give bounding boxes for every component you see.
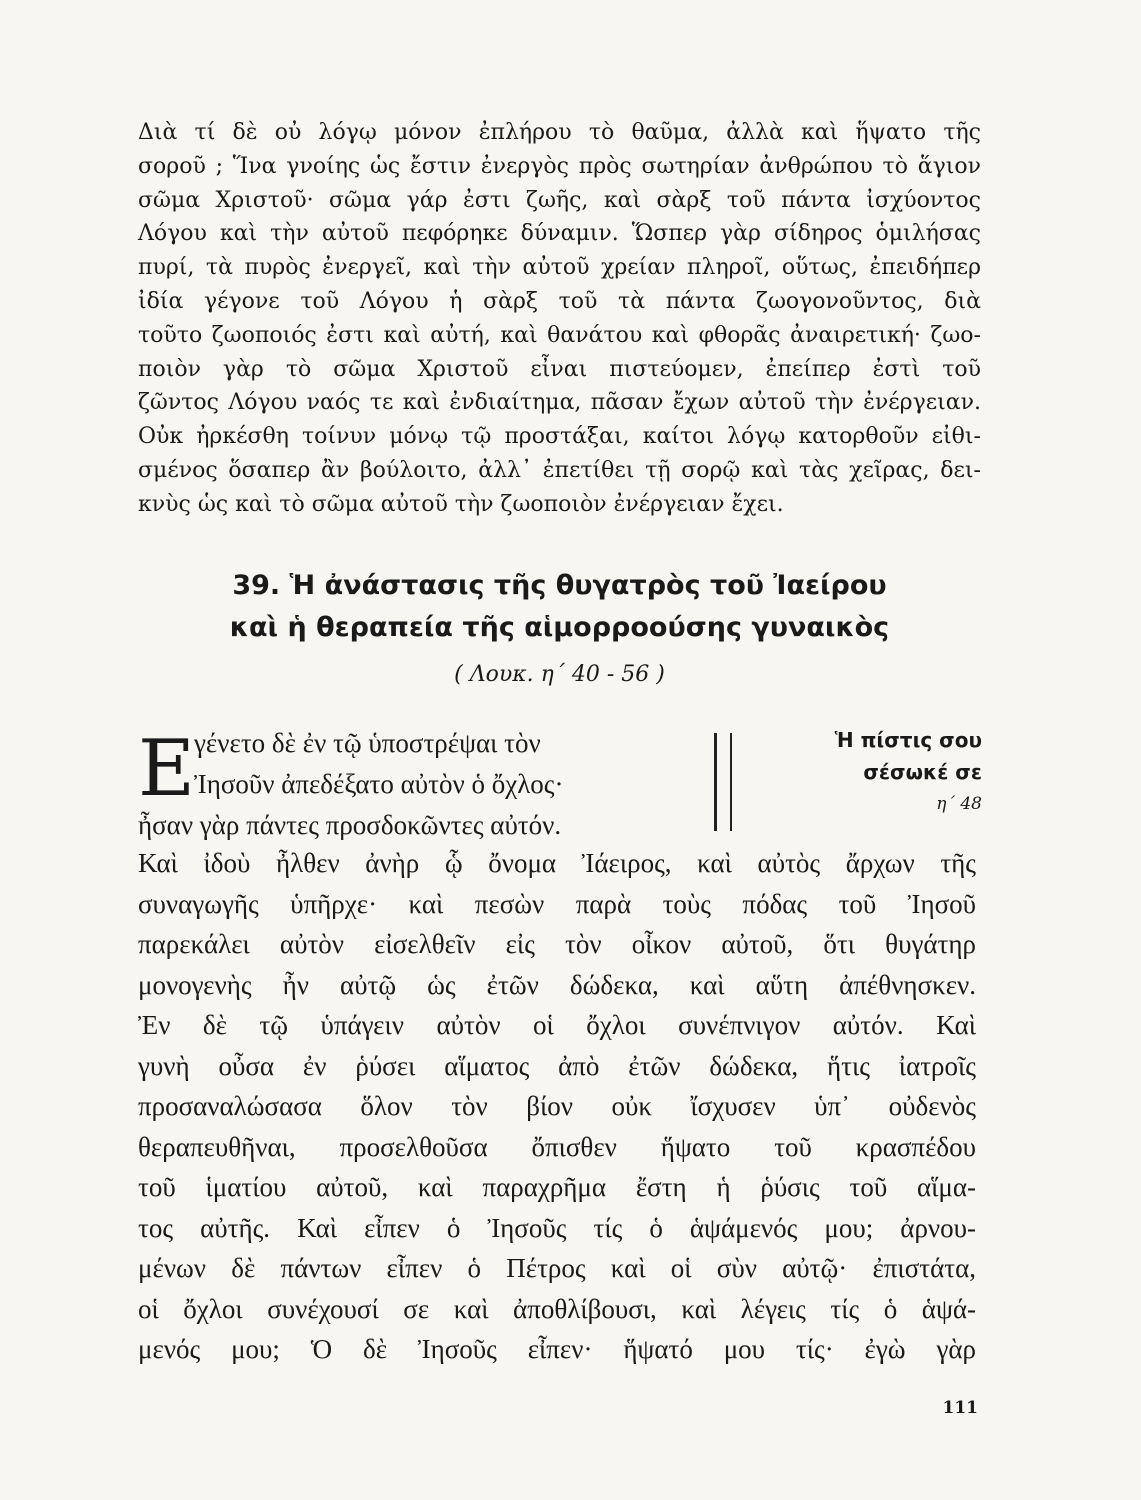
- text-line: γυνὴ οὖσα ἐν ῥύσει αἵματος ἀπὸ ἐτῶν δώδεκα, ἥτις ἰατροῖς: [138, 1050, 976, 1081]
- text-line: κνὺς ὡς καὶ τὸ σῶμα αὐτοῦ τὴν ζωοποιὸν ἐνέργειαν ἔχει.: [138, 491, 784, 517]
- rule-bar-thin: [730, 733, 732, 831]
- drop-cap: Ε: [138, 724, 195, 814]
- margin-note-verse: η΄ 48: [936, 794, 982, 814]
- text-line: παρεκάλει αὐτὸν εἰσελθεῖν εἰς τὸν οἶκον αὐτοῦ, ὅτι θυγάτηρ: [138, 929, 976, 959]
- opening-line-1: γένετο δὲ ἐν τῷ ὑποστρέψαι τὸν: [194, 728, 541, 758]
- page-number: 111: [942, 1398, 978, 1418]
- text-line: Διὰ τί δὲ οὐ λόγῳ μόνον ἐπλήρου τὸ θαῦμα, ἀλλὰ καὶ ἥψατο τῆς: [138, 120, 981, 145]
- text-line: προσαναλώσασα ὅλον τὸν βίον οὐκ ἴσχυσεν ὑπ᾽ οὐδενὸς: [138, 1091, 976, 1121]
- text-line: θεραπευθῆναι, προσελθοῦσα ὄπισθεν ἥψατο τοῦ κρασπέδου: [138, 1131, 976, 1162]
- margin-note-line-1: Ἡ πίστις σου: [834, 728, 982, 752]
- rule-bar-thick: [714, 733, 717, 831]
- body-paragraph: [138, 843, 976, 1370]
- text-line: τοῦτο ζωοποιός ἐστι καὶ αὐτή, καὶ θανάτου καὶ φθορᾶς ἀναιρετική· ζωο-: [138, 322, 981, 348]
- heading-line-2: καὶ ἡ θεραπεία τῆς αἱμορροούσης γυναικὸς: [229, 612, 890, 643]
- text-line: οἱ ὄχλοι συνέχουσί σε καὶ ἀποθλίβουσι, καὶ λέγεις τίς ὁ ἁψά-: [138, 1293, 976, 1324]
- text-line: τος αὐτῆς. Καὶ εἶπεν ὁ Ἰησοῦς τίς ὁ ἁψάμενός μου; ἀρνου-: [138, 1212, 976, 1243]
- text-line: πυρί, τὰ πυρὸς ἐνεργεῖ, καὶ τὴν αὐτοῦ χρείαν πληροῖ, οὕτως, ἐπειδήπερ: [138, 255, 981, 281]
- margin-note-line-2: σέσωκέ σε: [863, 760, 982, 784]
- text-line: ζῶντος Λόγου ναός τε καὶ ἐνδιαίτημα, πᾶσαν ἔχων αὐτοῦ τὴν ἐνέργειαν.: [138, 390, 981, 416]
- text-line: συναγωγῆς ὑπῆρχε· καὶ πεσὼν παρὰ τοὺς πόδας τοῦ Ἰησοῦ: [138, 888, 976, 919]
- text-line: Καὶ ἰδοὺ ἦλθεν ἀνὴρ ᾧ ὄνομα Ἰάειρος, καὶ αὐτὸς ἄρχων τῆς: [138, 848, 976, 878]
- text-line: ἰδία γέγονε τοῦ Λόγου ἡ σὰρξ τοῦ τὰ πάντα ζωογονοῦντος, διὰ: [138, 288, 981, 314]
- opening-line-3: ἦσαν γὰρ πάντες προσδοκῶντες αὐτόν.: [138, 810, 562, 840]
- text-line: μενός μου; Ὁ δὲ Ἰησοῦς εἶπεν· ἥψατό μου τίς· ἐγὼ γὰρ: [138, 1334, 976, 1364]
- heading-line-1: 39. Ἡ ἀνάστασις τῆς θυγατρὸς τοῦ Ἰαείρου: [232, 570, 887, 601]
- text-line: Οὐκ ἠρκέσθη τοίνυν μόνῳ τῷ προστάξαι, καίτοι λόγῳ κατορθοῦν εἰθι-: [138, 424, 981, 450]
- text-line: σῶμα Χριστοῦ· σῶμα γάρ ἐστι ζωῆς, καὶ σὰρξ τοῦ πάντα ἰσχύοντος: [138, 187, 981, 213]
- text-line: Λόγου καὶ τὴν αὐτοῦ πεφόρηκε δύναμιν. Ὥσπερ γὰρ σίδηρος ὁμιλήσας: [138, 221, 981, 247]
- text-line: σμένος ὅσαπερ ἂν βούλοιτο, ἀλλ᾽ ἐπετίθει τῇ σορῷ καὶ τὰς χεῖρας, δει-: [138, 457, 981, 483]
- text-line: σοροῦ ; Ἵνα γνοίης ὡς ἔστιν ἐνεργὸς πρὸς σωτηρίαν ἀνθρώπου τὸ ἅγιον: [138, 153, 981, 179]
- text-line: μονογενὴς ἦν αὐτῷ ὡς ἐτῶν δώδεκα, καὶ αὕτη ἀπέθνησκεν.: [138, 969, 976, 1000]
- text-line: ποιὸν γὰρ τὸ σῶμα Χριστοῦ εἶναι πιστεύομεν, ἐπείπερ ἐστὶ τοῦ: [138, 356, 981, 382]
- scripture-reference: ( Λουκ. η΄ 40 - 56 ): [454, 662, 665, 687]
- text-line: τοῦ ἱματίου αὐτοῦ, καὶ παραχρῆμα ἔστη ἡ ῥύσις τοῦ αἵμα-: [138, 1172, 976, 1202]
- intro-paragraph: [138, 116, 981, 522]
- text-line: μένων δὲ πάντων εἶπεν ὁ Πέτρος καὶ οἱ σὺν αὐτῷ· ἐπιστάτα,: [138, 1253, 976, 1283]
- margin-note: [760, 724, 982, 820]
- section-heading: [138, 565, 981, 649]
- text-line: Ἐν δὲ τῷ ὑπάγειν αὐτὸν οἱ ὄχλοι συνέπνιγον αὐτόν. Καὶ: [138, 1010, 976, 1040]
- opening-line-2: Ἰησοῦν ἀπεδέξατο αὐτὸν ὁ ὄχλος·: [194, 769, 564, 799]
